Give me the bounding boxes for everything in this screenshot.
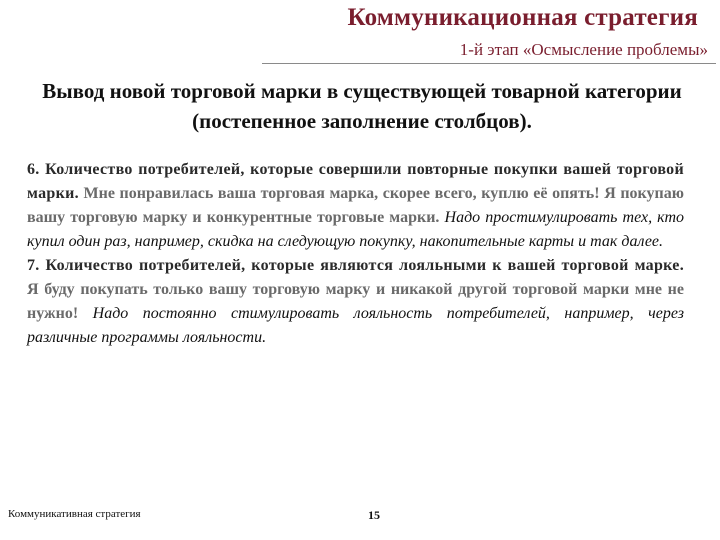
slide-heading: Вывод новой торговой марки в существующей товарной категории (постепенное заполнение столбцов). — [42, 79, 682, 133]
page-number: 15 — [368, 508, 380, 522]
item-6 — [27, 158, 684, 254]
item-6-recommendation: Надо простимулировать тех, кто купил один раз, например, скидка на следующую покупку, накопительные карты и так далее. — [27, 209, 684, 250]
header-title: Коммуникационная стратегия — [347, 4, 698, 31]
item-7-quote: Я буду покупать только вашу торговую марку и никакой другой торговой марки мне не нужно! — [27, 281, 684, 322]
header-divider — [262, 63, 716, 64]
footer-left-text: Коммуникативная стратегия — [8, 508, 141, 520]
item-7 — [27, 254, 684, 350]
slide-body — [27, 158, 684, 350]
item-6-quote: Мне понравилась ваша торговая марка, скорее всего, куплю её опять! Я покупаю вашу торговую марку и конкурентные торговые марки. — [27, 185, 684, 226]
item-7-lead: 7. Количество потребителей, которые являются лояльными к вашей торговой марке. — [27, 257, 684, 274]
header-subtitle: 1-й этап «Осмысление проблемы» — [459, 40, 708, 59]
item-7-recommendation: Надо постоянно стимулировать лояльность потребителей, например, через различные программы лояльности. — [27, 305, 685, 346]
item-6-lead: 6. Количество потребителей, которые совершили повторные покупки вашей торговой марки. — [27, 161, 684, 202]
